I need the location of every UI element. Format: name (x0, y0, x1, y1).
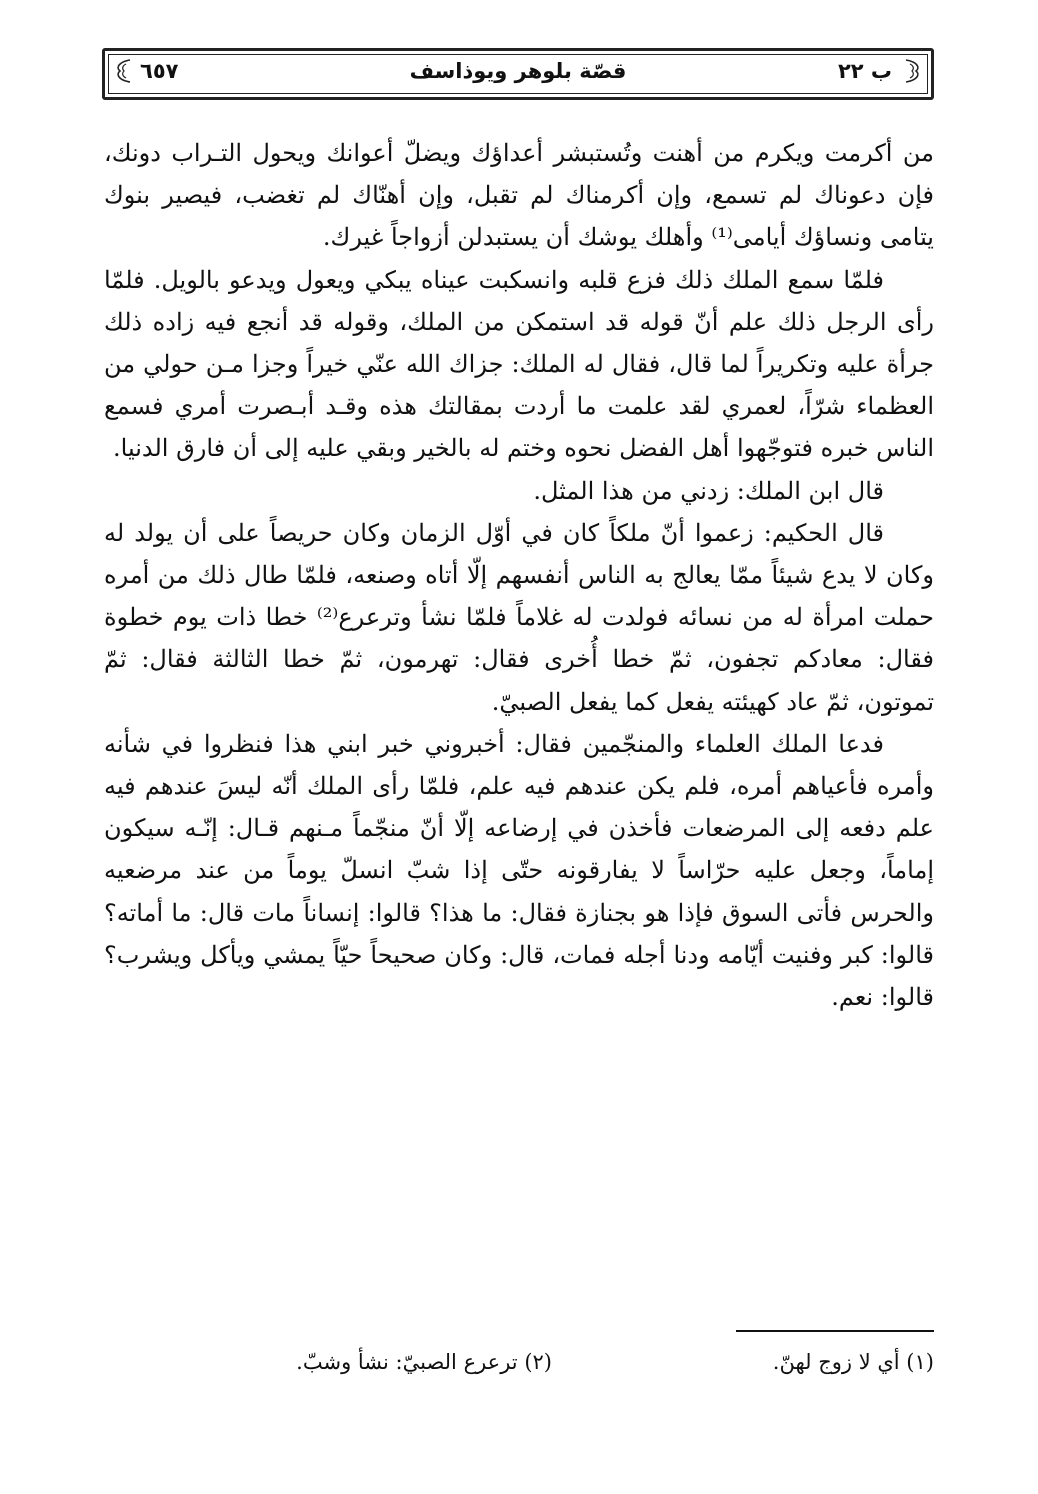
main-text (104, 132, 934, 1018)
footnote-2: (٢) ترعرع الصبيّ: نشأ وشبّ. (296, 1350, 552, 1374)
page-number: ٦٥٧ (140, 59, 179, 83)
paragraph-1: من أكرمت ويكرم من أهنت وتُستبشر أعداؤك ويضلّ أعوانك ويحول التـراب دونك، فإن دعوناك لم تسمع، وإن أكرمناك لم تقبل، وإن أهنّاك لم تغضب، فيصير بنوك يتامى ونساؤك أيامى⁽¹⁾ وأهلك يوشك أن يستبدلن أزواجاً غيرك. (104, 139, 934, 252)
footnote-1: (١) أي لا زوج لهنّ. (772, 1350, 934, 1374)
paragraph-4: قال الحكيم: زعموا أنّ ملكاً كان في أوّل الزمان وكان حريصاً على أن يولد له وكان لا يدع شيئاً ممّا يعالج به الناس أنفسهم إلّا أتاه وصنعه، فلمّا طال ذلك من أمره حملت امرأة له من نسائه فولدت له غلاماً فلمّا نشأ وترعرع⁽²⁾ خطا ذات يوم خطوة فقال: معادكم تجفون، ثمّ خطا أُخرى فقال: تهرمون، ثمّ خطا الثالثة فقال: ثمّ تموتون، ثمّ عاد كهيئته يفعل كما يفعل الصبيّ. (104, 518, 934, 716)
chapter-label: ب ٢٢ (837, 59, 892, 83)
page-header (102, 48, 934, 100)
paragraph-5: فدعا الملك العلماء والمنجّمين فقال: أخبروني خبر ابني هذا فنظروا في شأنه وأمره فأعياهم أمره، فلم يكن عندهم فيه علم، فلمّا رأى الملك أنّه ليسَ عندهم فيه علم دفعه إلى المرضعات فأخذن في إرضاعه إلّا أنّ منجّماً مـنهم قـال: إنّـه سيكون إماماً، وجعل عليه حرّاساً لا يفارقونه حتّى إذا شبّ انسلّ يوماً من عند مرضعيه والحرس فأتى السوق فإذا هو بجنازة فقال: ما هذا؟ قالوا: إنساناً مات قال: ما أماته؟ قالوا: كبر وفنيت أيّامه ودنا أجله فمات، قال: وكان صحيحاً حيّاً يمشي ويأكل ويشرب؟ قالوا: نعم. (104, 729, 934, 1012)
paragraph-2: فلمّا سمع الملك ذلك فزع قلبه وانسكبت عيناه يبكي ويعول ويدعو بالويل. فلمّا رأى الرجل ذلك علم أنّ قوله قد استمكن من الملك، وقوله قد أنجع فيه زاده ذلك جرأة عليه وتكريراً لما قال، فقال له الملك: جزاك الله عنّي خيراً وجزا مـن حولي من العظماء شرّاً، لعمري لقد علمت ما أردت بمقالتك هذه وقـد أبـصرت أمري فسمع الناس خبره فتوجّهوا أهل الفضل نحوه وختم له بالخير وبقي عليه إلى أن فارق الدنيا. (104, 265, 934, 463)
running-title: قصّة بلوهر ويوذاسف (409, 59, 627, 83)
paragraph-3: قال ابن الملك: زدني من هذا المثل. (533, 476, 884, 505)
footnote-divider (736, 1330, 934, 1332)
